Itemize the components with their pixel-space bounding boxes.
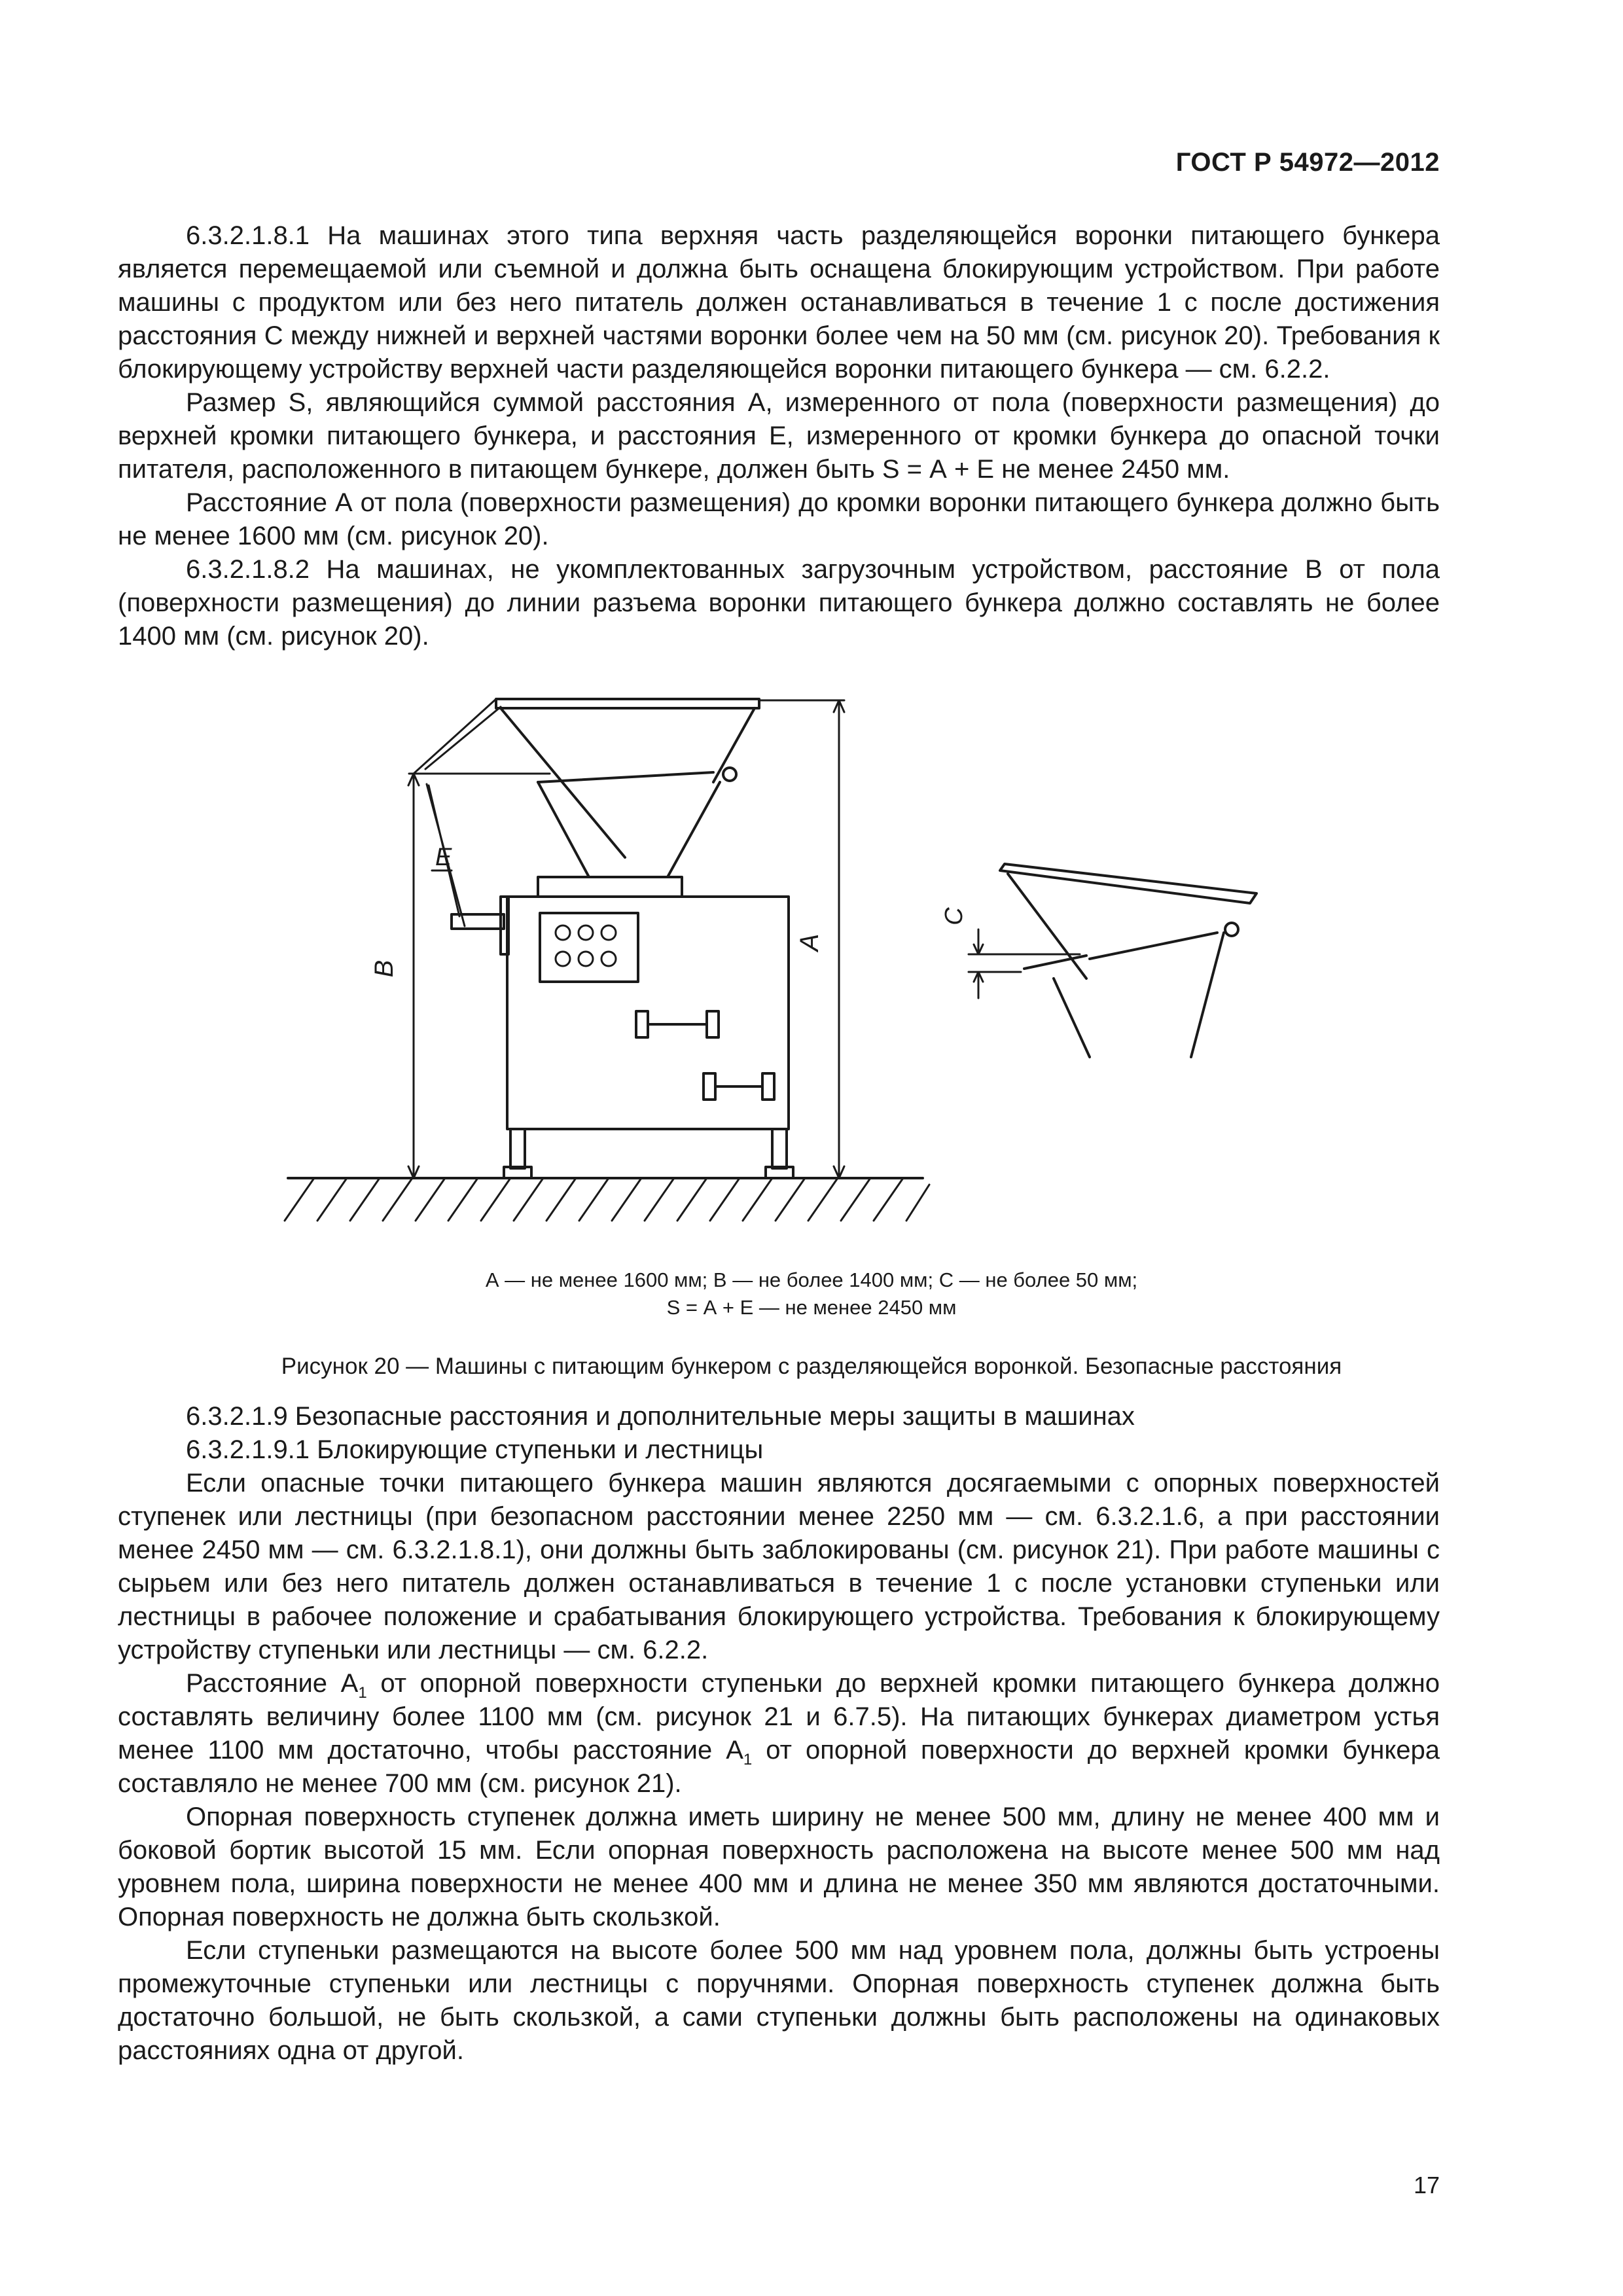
label-A: A: [795, 933, 824, 952]
paragraph: Размер S, являющийся суммой расстояния А, измеренного от пола (поверхности размещения) до верхней кромки питающего бункера, и расстояния Е, измеренного от кромки бункера до опасной точки питателя, расположенного в питающем бункере, должен быть S = А + Е не менее 2450 мм.: [118, 388, 1440, 484]
label-C: C: [940, 907, 968, 925]
paragraph: 6.3.2.1.9 Безопасные расстояния и дополнительные меры защиты в машинах: [186, 1402, 1135, 1431]
paragraph: Если ступеньки размещаются на высоте более 500 мм над уровнем пола, должны быть устроены промежуточные ступеньки или лестницы с поручнями. Опорная поверхность ступенек должна быть достаточно большой, не быть скользкой, а сами ступеньки должны быть расположены на одинаковых расстояниях одна от другой.: [118, 1936, 1440, 2065]
paragraph: Если опасные точки питающего бункера машин являются досягаемыми с опорных поверхностей ступенек или лестницы (при безопасном расстоянии менее 2250 мм — см. 6.3.2.1.6, а при расстоянии менее 2450 мм — см. 6.3.2.1.8.1), они должны быть заблокированы (см. рисунок 21). При работе машины с сырьем или без него питатель должен останавливаться в течение 1 с после установки ступеньки или лестницы в рабочее положение и срабатывания блокирующего устройства. Требования к блокирующему устройству ступеньки или лестницы — см. 6.2.2.: [118, 1469, 1440, 1664]
paragraph-part: Расстояние А: [186, 1669, 359, 1698]
paragraph-part: от опорной поверхности ступеньки до верхней кромки питающего бункера должно составлять величину более 1100 мм (см. рисунок 21 и 6.7.5). На питающих бункерах диаметром устья менее 1100 мм достаточно, чтобы расстояние А: [118, 1669, 1440, 1765]
hopper-upper-wall-left: [501, 708, 625, 857]
paragraph: 6.3.2.1.8.2 На машинах, не укомплектованных загрузочным устройством, расстояние В от пола (поверхности размещения) до линии разъема воронки питающего бункера должно составлять не более 1400 мм (см. рисунок 20).: [118, 555, 1440, 651]
paragraph: Опорная поверхность ступенек должна иметь ширину не менее 500 мм, длину не менее 400 мм и боковой бортик высотой 15 мм. Если опорная поверхность расположена на высоте менее 500 мм над уровнем пола, ширина поверхности не менее 400 мм и длина не менее 350 мм являются достаточными. Опорная поверхность не должна быть скользкой.: [118, 1803, 1440, 1931]
hopper-base: [538, 877, 682, 897]
figure-legend-line-1: А — не менее 1600 мм; В — не более 1400 мм; С — не более 50 мм;: [485, 1268, 1138, 1291]
detail-split-funnel: [1000, 864, 1257, 1057]
figure-legend-line-2: S = А + Е — не менее 2450 мм: [666, 1296, 957, 1319]
hopper-top-rim: [496, 699, 759, 708]
subscript: 1: [743, 1751, 753, 1768]
control-knobs: [556, 925, 616, 966]
hopper-hinge: [723, 768, 736, 781]
hopper-lower-funnel: [538, 782, 720, 877]
figure-20-diagram: [275, 681, 1348, 1237]
hopper-joint-line: [538, 772, 713, 782]
subscript: 1: [358, 1684, 367, 1702]
dimension-E: [414, 699, 501, 926]
dimension-B: [408, 774, 550, 1178]
paragraph: Расстояние А от пола (поверхности размещения) до кромки воронки питающего бункера должно быть не менее 1600 мм (см. рисунок 20).: [118, 488, 1440, 550]
paragraph-part: от опорной поверхности до верхней кромки бункера составляло не менее 700 мм (см. рисунок 21).: [118, 1736, 1440, 1798]
figure-caption: Рисунок 20 — Машины с питающим бункером с разделяющейся воронкой. Безопасные расстояния: [281, 1354, 1342, 1379]
document-header: ГОСТ Р 54972—2012: [1175, 148, 1440, 177]
paragraph: [118, 1667, 1440, 1801]
page-number: 17: [1413, 2172, 1440, 2198]
door-handle-lower: [704, 1073, 774, 1100]
text-block-top: [118, 219, 1440, 653]
text-block-bottom: [118, 1400, 1440, 2068]
control-panel: [540, 913, 638, 982]
label-E: E: [435, 844, 452, 871]
dimension-C: [969, 929, 1080, 998]
floor-hatch: [285, 1178, 929, 1221]
machine-legs: [504, 1129, 793, 1178]
label-B: B: [370, 960, 399, 978]
door-handle-upper: [636, 1011, 719, 1037]
paragraph: 6.3.2.1.9.1 Блокирующие ступеньки и лестницы: [186, 1435, 764, 1464]
paragraph: 6.3.2.1.8.1 На машинах этого типа верхняя часть разделяющейся воронки питающего бункера является перемещаемой или съемной и должна быть оснащена блокирующим устройством. При работе машины с продуктом или без него питатель должен останавливаться в течение 1 с после достижения расстояния С между нижней и верхней частями воронки более чем на 50 мм (см. рисунок 20). Требования к блокирующему устройству верхней части разделяющейся воронки питающего бункера — см. 6.2.2.: [118, 221, 1440, 384]
